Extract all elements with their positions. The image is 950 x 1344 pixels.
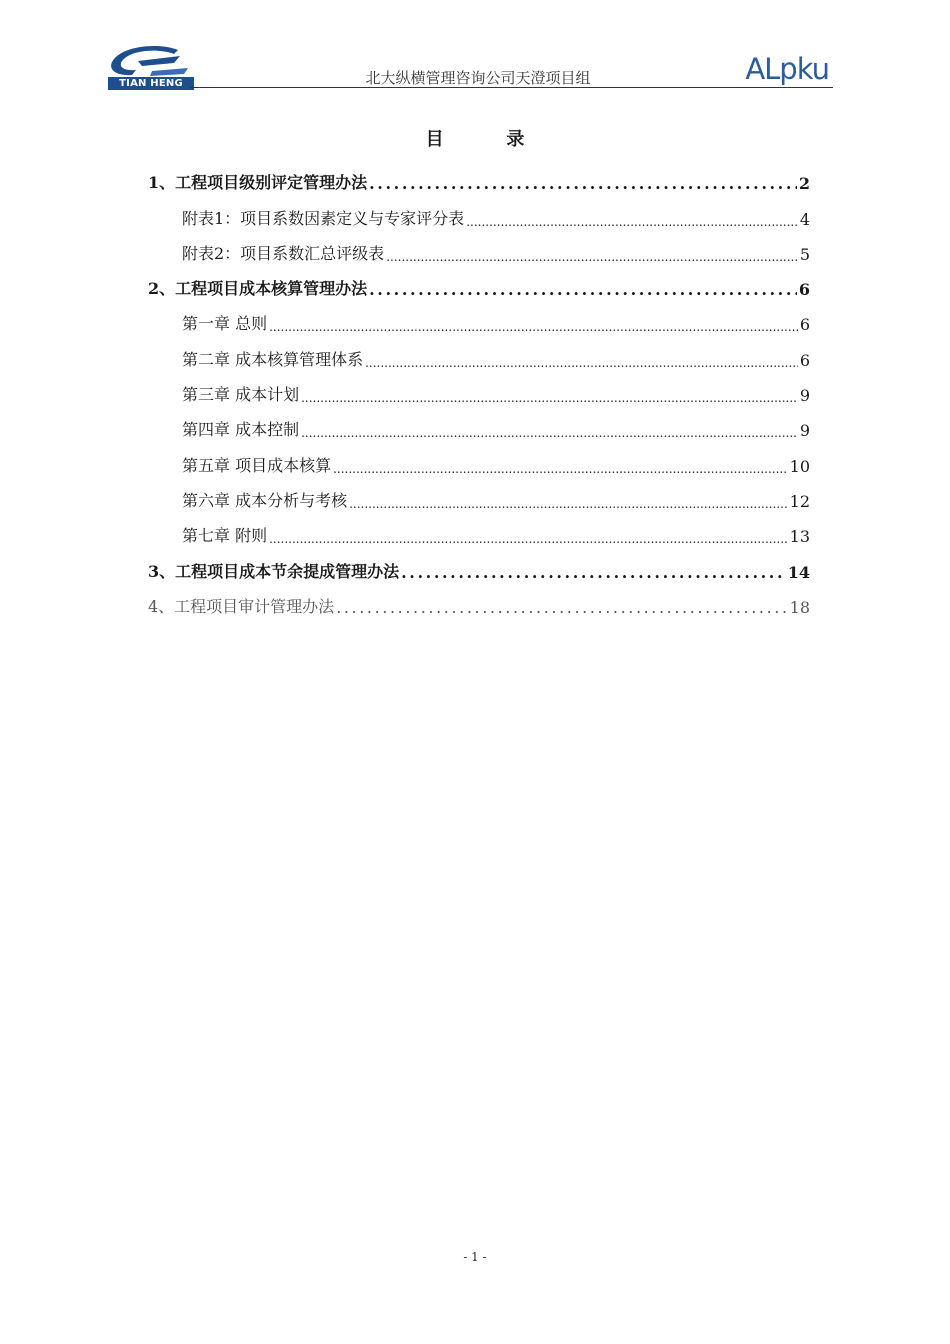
toc-leader-dots (369, 280, 797, 299)
toc-entry[interactable] (148, 334, 810, 369)
toc-entry[interactable] (148, 405, 810, 440)
toc-entry-text: 第一章 总则 (182, 314, 268, 334)
toc-entry-text: 第四章 成本控制 (182, 420, 300, 440)
header-title: 北大纵横管理咨询公司天澄项目组 (365, 69, 591, 87)
toc-entry[interactable] (148, 370, 810, 405)
toc-leader-dots (466, 215, 798, 229)
toc-entry-text: 第二章 成本核算管理体系 (182, 349, 364, 369)
toc-entry[interactable] (148, 582, 810, 617)
toc-entry-page: 14 (787, 562, 810, 582)
table-of-contents (148, 158, 810, 617)
toc-entry-page: 18 (789, 597, 810, 617)
toc-entry-page: 10 (789, 456, 810, 476)
toc-entry-text: 附表2：项目系数汇总评级表 (182, 243, 385, 263)
tianheng-logo-mark-icon (108, 44, 194, 78)
header-divider (190, 87, 833, 88)
toc-leader-dots (301, 391, 798, 405)
toc-entry-page: 13 (789, 527, 810, 547)
toc-entry-page: 9 (799, 386, 810, 406)
toc-entry[interactable] (148, 299, 810, 334)
toc-entry-page: 6 (798, 280, 810, 300)
tianheng-logo (108, 44, 198, 90)
toc-entry[interactable] (148, 546, 810, 581)
toc-entry-text: 1、工程项目级别评定管理办法 (148, 173, 368, 193)
toc-entry-text: 4、工程项目审计管理办法 (148, 596, 335, 616)
tianheng-logo-text: TIAN HENG (108, 77, 194, 90)
toc-entry-text: 3、工程项目成本节余提成管理办法 (148, 561, 400, 581)
toc-entry-text: 第七章 附则 (182, 526, 268, 546)
toc-entry[interactable] (148, 511, 810, 546)
toc-entry-text: 附表1：项目系数因素定义与专家评分表 (182, 208, 465, 228)
page-header (108, 40, 833, 90)
toc-entry[interactable] (148, 193, 810, 228)
toc-entry-page: 12 (789, 491, 810, 511)
toc-leader-dots (369, 174, 797, 193)
toc-entry[interactable] (148, 158, 810, 193)
toc-entry-page: 6 (799, 350, 810, 370)
toc-leader-dots (365, 356, 798, 370)
toc-entry-page: 2 (798, 174, 810, 194)
alpku-logo: ALpku (745, 52, 829, 86)
toc-entry-text: 2、工程项目成本核算管理办法 (148, 279, 368, 299)
toc-leader-dots (301, 426, 798, 440)
toc-entry[interactable] (148, 440, 810, 475)
toc-entry-text: 第六章 成本分析与考核 (182, 490, 348, 510)
toc-entry-page: 9 (799, 421, 810, 441)
toc-entry[interactable] (148, 476, 810, 511)
toc-leader-dots (333, 462, 788, 476)
toc-entry-text: 第三章 成本计划 (182, 385, 300, 405)
page-number: - 1 - (463, 1250, 487, 1264)
toc-entry[interactable] (148, 229, 810, 264)
toc-leader-dots (269, 320, 798, 334)
toc-leader-dots (386, 250, 798, 264)
toc-entry[interactable] (148, 264, 810, 299)
toc-leader-dots (269, 532, 788, 546)
toc-entry-text: 第五章 项目成本核算 (182, 455, 332, 475)
toc-entry-page: 6 (799, 315, 810, 335)
toc-entry-page: 5 (799, 244, 810, 264)
toc-leader-dots (336, 598, 787, 617)
toc-title: 目 录 (425, 129, 525, 150)
toc-leader-dots (349, 497, 788, 511)
toc-entry-page: 4 (799, 209, 810, 229)
toc-leader-dots (401, 563, 786, 582)
